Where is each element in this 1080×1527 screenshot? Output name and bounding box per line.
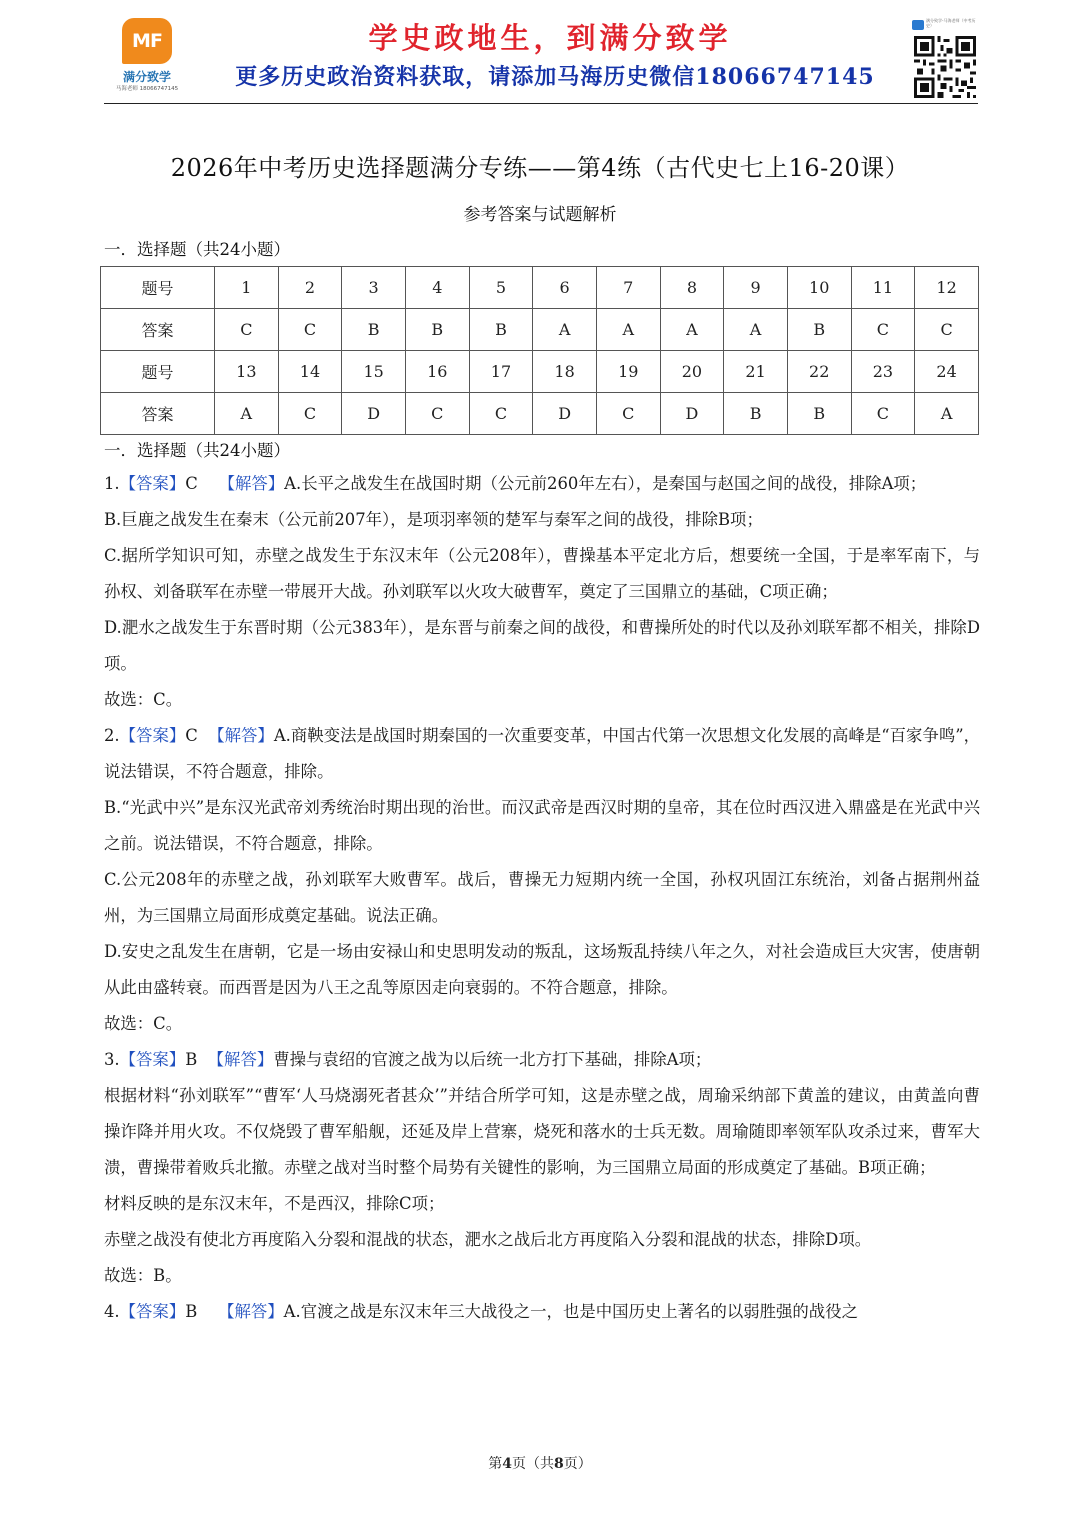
question-number-cell: 3 <box>342 267 406 309</box>
q4-header <box>104 1294 980 1330</box>
analysis-tag: 【解答】 <box>218 474 285 493</box>
header-divider <box>104 103 978 104</box>
q1-option-c: C.据所学知识可知，赤壁之战发生于东汉末年（公元208年），曹操基本平定北方后，想要统一全国，于是率军南下，与孙权、刘备联军在赤壁一带展开大战。孙刘联军以火攻大破曹军，奠定了三国鼎立的基础，C项正确； <box>104 546 980 601</box>
answer-cell: B <box>469 309 533 351</box>
q1-answer: C <box>185 474 198 493</box>
answer-cell: C <box>596 393 660 435</box>
q3-option-a: 曹操与袁绍的官渡之战为以后统一北方打下基础，排除A项； <box>273 1050 712 1069</box>
analysis-tag: 【解答】 <box>218 1302 284 1321</box>
question-number-cell: 9 <box>724 267 788 309</box>
footer-mid: 页（共 <box>512 1456 554 1472</box>
answer-cell: D <box>342 393 406 435</box>
document-title: 2026年中考历史选择题满分专练——第4练（古代史七上16-20课） <box>170 154 910 182</box>
q2-header <box>104 718 980 790</box>
question-number-cell: 11 <box>851 267 915 309</box>
question-number-cell: 4 <box>405 267 469 309</box>
q1-number: 1. <box>104 474 120 493</box>
question-number-cell: 22 <box>787 351 851 393</box>
q4-number: 4. <box>104 1302 120 1321</box>
section-heading-2: 一．选择题（共24小题） <box>104 441 290 460</box>
question-number-cell: 16 <box>405 351 469 393</box>
q1-option-a: A.长平之战发生在战国时期（公元前260年左右），是秦国与赵国之间的战役，排除A项； <box>284 474 927 493</box>
q3-header <box>104 1042 980 1078</box>
answer-cell: C <box>469 393 533 435</box>
answer-cell: B <box>787 393 851 435</box>
table-row-number <box>101 351 979 393</box>
question-number-cell: 8 <box>660 267 724 309</box>
answer-cell: C <box>915 309 979 351</box>
answer-cell: B <box>724 393 788 435</box>
qr-block <box>912 18 978 100</box>
q2-option-b: B.“光武中兴”是东汉光武帝刘秀统治时期出现的治世。而汉武帝是西汉时期的皇帝，其在位时西汉进入鼎盛是在光武中兴之前。说法错误，不符合题意，排除。 <box>104 798 980 853</box>
answer-cell: D <box>533 393 597 435</box>
q2-choice: 故选：C。 <box>104 1014 183 1033</box>
answer-tag: 【答案】 <box>119 474 186 493</box>
q2-number: 2. <box>104 726 120 745</box>
answer-tag: 【答案】 <box>119 726 186 745</box>
footer-post: 页） <box>563 1456 592 1472</box>
q3-option-c: 材料反映的是东汉末年，不是西汉，排除C项； <box>104 1194 445 1213</box>
question-number-cell: 12 <box>915 267 979 309</box>
answer-cell: C <box>405 393 469 435</box>
q2-option-a: A.商鞅变法是战国时期秦国的一次重要变革，中国古代第一次思想文化发展的高峰是“百家争鸣”，说法错误，不符合题意，排除。 <box>104 726 981 781</box>
question-number-cell: 24 <box>915 351 979 393</box>
q3-answer: B <box>185 1050 198 1069</box>
question-number-cell: 21 <box>724 351 788 393</box>
logo-name: 满分致学 <box>122 70 171 84</box>
row-label-answer: 答案 <box>101 309 215 351</box>
row-label-answer: 答案 <box>101 393 215 435</box>
table-row-answer <box>101 393 979 435</box>
row-label-number: 题号 <box>101 351 215 393</box>
logo-subtitle: 马海老师 18066747145 <box>115 86 179 92</box>
q2-option-d: D.安史之乱发生在唐朝，它是一场由安禄山和史思明发动的叛乱，这场叛乱持续八年之久，对社会造成巨大灾害，使唐朝从此由盛转衰。而西晋是因为八王之乱等原因走向衰弱的。不符合题意，排除。 <box>104 942 980 997</box>
question-number-cell: 15 <box>342 351 406 393</box>
question-number-cell: 20 <box>660 351 724 393</box>
table-row-number <box>101 267 979 309</box>
explanations <box>104 466 980 1330</box>
total-pages: 8 <box>554 1456 564 1472</box>
answer-cell: A <box>533 309 597 351</box>
question-number-cell: 7 <box>596 267 660 309</box>
q3-number: 3. <box>104 1050 120 1069</box>
answer-cell: A <box>596 309 660 351</box>
question-number-cell: 5 <box>469 267 533 309</box>
answer-cell: C <box>215 309 279 351</box>
q4-option-a: A.官渡之战是东汉末年三大战役之一，也是中国历史上著名的以弱胜强的战役之 <box>283 1302 858 1321</box>
row-label-number: 题号 <box>101 267 215 309</box>
question-number-cell: 17 <box>469 351 533 393</box>
question-number-cell: 14 <box>278 351 342 393</box>
question-number-cell: 18 <box>533 351 597 393</box>
footer-pre: 第 <box>488 1456 503 1472</box>
answer-cell: B <box>405 309 469 351</box>
answer-cell: C <box>278 393 342 435</box>
answer-cell: A <box>724 309 788 351</box>
answer-cell: C <box>851 309 915 351</box>
qr-caption <box>912 18 978 34</box>
q2-option-c: C.公元208年的赤壁之战，孙刘联军大败曹军。战后，曹操无力短期内统一全国，孙权巩固江东统治，刘备占据荆州益州，为三国鼎立局面形成奠定基础。说法正确。 <box>104 870 980 925</box>
question-number-cell: 1 <box>215 267 279 309</box>
brand-logo <box>110 18 184 92</box>
question-number-cell: 23 <box>851 351 915 393</box>
q3-choice: 故选：B。 <box>104 1266 182 1285</box>
header-contact: 更多历史政治资料获取，请添加马海历史微信18066747145 <box>235 64 875 90</box>
answer-cell: A <box>660 309 724 351</box>
wechat-avatar-icon <box>912 20 924 30</box>
question-number-cell: 10 <box>787 267 851 309</box>
q3-option-b: 根据材料“孙刘联军”“曹军‘人马烧溺死者甚众’”并结合所学可知，这是赤壁之战，周瑜采纳部下黄盖的建议，由黄盖向曹操诈降并用火攻。不仅烧毁了曹军船舰，还延及岸上营寨，烧死和落水的士兵无数。周瑜随即率领军队攻杀过来，曹军大溃，曹操带着败兵北撤。赤壁之战对当时整个局势有关键性的影响，为三国鼎立局面的形成奠定了基础。B项正确； <box>104 1086 980 1177</box>
analysis-tag: 【解答】 <box>207 1050 274 1069</box>
q4-answer: B <box>185 1302 198 1321</box>
question-number-cell: 6 <box>533 267 597 309</box>
answer-table <box>100 266 979 435</box>
qr-caption-text: 满分致学-马海老师（中考历史） <box>926 18 976 28</box>
question-number-cell: 13 <box>215 351 279 393</box>
answer-cell: A <box>215 393 279 435</box>
question-number-cell: 2 <box>278 267 342 309</box>
answer-cell: B <box>787 309 851 351</box>
answer-cell: C <box>851 393 915 435</box>
answer-cell: B <box>342 309 406 351</box>
q1-option-d: D.淝水之战发生于东晋时期（公元383年），是东晋与前秦之间的战役，和曹操所处的时代以及孙刘联军都不相关，排除D项。 <box>104 618 980 673</box>
q1-choice: 故选：C。 <box>104 690 183 709</box>
document-subtitle: 参考答案与试题解析 <box>463 205 617 225</box>
section-heading: 一．选择题（共24小题） <box>104 240 290 259</box>
page-header <box>0 0 1080 104</box>
answer-tag: 【答案】 <box>119 1050 186 1069</box>
answer-tag: 【答案】 <box>119 1302 186 1321</box>
analysis-tag: 【解答】 <box>208 726 274 745</box>
answer-cell: A <box>915 393 979 435</box>
q1-header <box>104 466 980 502</box>
qr-code-icon <box>914 36 976 98</box>
answer-cell: C <box>278 309 342 351</box>
question-number-cell: 19 <box>596 351 660 393</box>
q1-option-b: B.巨鹿之战发生在秦末（公元前207年），是项羽率领的楚军与秦军之间的战役，排除B项； <box>104 510 763 529</box>
q3-option-d: 赤壁之战没有使北方再度陷入分裂和混战的状态，淝水之战后北方再度陷入分裂和混战的状态，排除D项。 <box>104 1230 872 1249</box>
table-row-answer <box>101 309 979 351</box>
header-slogan: 学史政地生，到满分致学 <box>368 21 732 55</box>
q2-answer: C <box>185 726 198 745</box>
logo-mark: MF <box>122 18 172 64</box>
page-footer <box>0 1453 1080 1473</box>
answer-cell: D <box>660 393 724 435</box>
current-page: 4 <box>502 1456 512 1472</box>
